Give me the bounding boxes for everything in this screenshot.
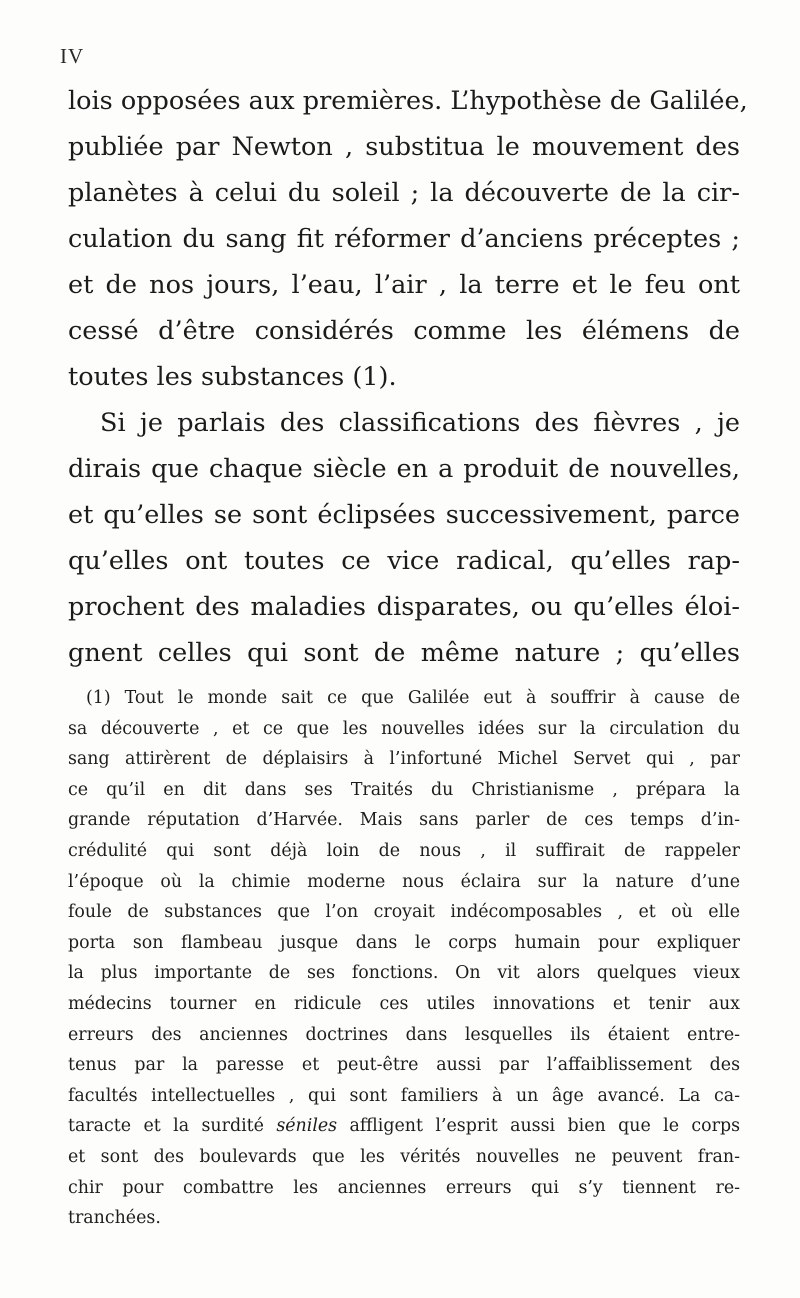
main-text-line: gnent celles qui sont de même nature ; qu’elles [68, 638, 740, 668]
footnote-line: sa découverte , et ce que les nouvelles idées sur la circulation du [68, 718, 740, 739]
footnote-line: foule de substances que l’on croyait indécomposables , et où elle [68, 902, 740, 923]
main-text-line: cessé d’être considérés comme les élémens de [68, 316, 740, 346]
page-number: IV [60, 44, 85, 68]
footnote-text: affligent l’esprit aussi bien que le corps [337, 1116, 740, 1137]
main-text-line: Si je parlais des classifications des fièvres , je [100, 408, 740, 438]
footnote-line-italic [68, 1111, 740, 1142]
footnote-line: grande réputation d’Harvée. Mais sans parler de ces temps d’in- [68, 810, 740, 831]
footnote-line: ce qu’il en dit dans ses Traités du Christianisme , prépara la [68, 779, 740, 800]
footnote-line: l’époque où la chimie moderne nous éclaira sur la nature d’une [68, 871, 740, 892]
main-text-line: publiée par Newton , substitua le mouvement des [68, 132, 740, 162]
footnote-line: (1) Tout le monde sait ce que Galilée eut à souffrir à cause de [86, 688, 740, 708]
footnote-line: erreurs des anciennes doctrines dans lesquelles ils étaient entre- [68, 1024, 740, 1045]
footnote-line: facultés intellectuelles , qui sont familiers à un âge avancé. La ca- [68, 1085, 740, 1106]
main-text-line: et de nos jours, l’eau, l’air , la terre et le feu ont [68, 270, 740, 300]
footnote-block [68, 683, 740, 1234]
footnote-line: tranchées. [68, 1208, 161, 1229]
footnote-line: chir pour combattre les anciennes erreurs qui s’y tiennent re- [68, 1177, 740, 1198]
main-text-line: lois opposées aux premières. L’hypothèse de Galilée, [68, 86, 748, 116]
main-text-line: dirais que chaque siècle en a produit de nouvelles, [68, 454, 740, 484]
footnote-line: médecins tourner en ridicule ces utiles innovations et tenir aux [68, 993, 740, 1014]
main-text-line: qu’elles ont toutes ce vice radical, qu’elles rap- [68, 546, 740, 576]
main-text-line: culation du sang fit réformer d’anciens préceptes ; [68, 224, 740, 254]
footnote-italic-word: séniles [276, 1116, 338, 1137]
footnote-line: la plus importante de ses fonctions. On vit alors quelques vieux [68, 963, 740, 984]
footnote-line: et sont des boulevards que les vérités nouvelles ne peuvent fran- [68, 1146, 740, 1167]
footnote-line: crédulité qui sont déjà loin de nous , il suffirait de rappeler [68, 840, 740, 861]
footnote-text: taracte et la surdité [68, 1116, 277, 1137]
footnote-line: sang attirèrent de déplaisirs à l’infortuné Michel Servet qui , par [68, 749, 740, 770]
main-text-block [68, 78, 748, 676]
main-text-line: prochent des maladies disparates, ou qu’elles éloi- [68, 592, 740, 622]
main-text-line: toutes les substances (1). [68, 362, 397, 392]
footnote-line: tenus par la paresse et peut-être aussi par l’affaiblissement des [68, 1055, 740, 1076]
main-text-line: et qu’elles se sont éclipsées successivement, parce [68, 500, 740, 530]
footnote-line: porta son flambeau jusque dans le corps humain pour expliquer [68, 932, 740, 953]
main-text-line: planètes à celui du soleil ; la découverte de la cir- [68, 178, 740, 208]
